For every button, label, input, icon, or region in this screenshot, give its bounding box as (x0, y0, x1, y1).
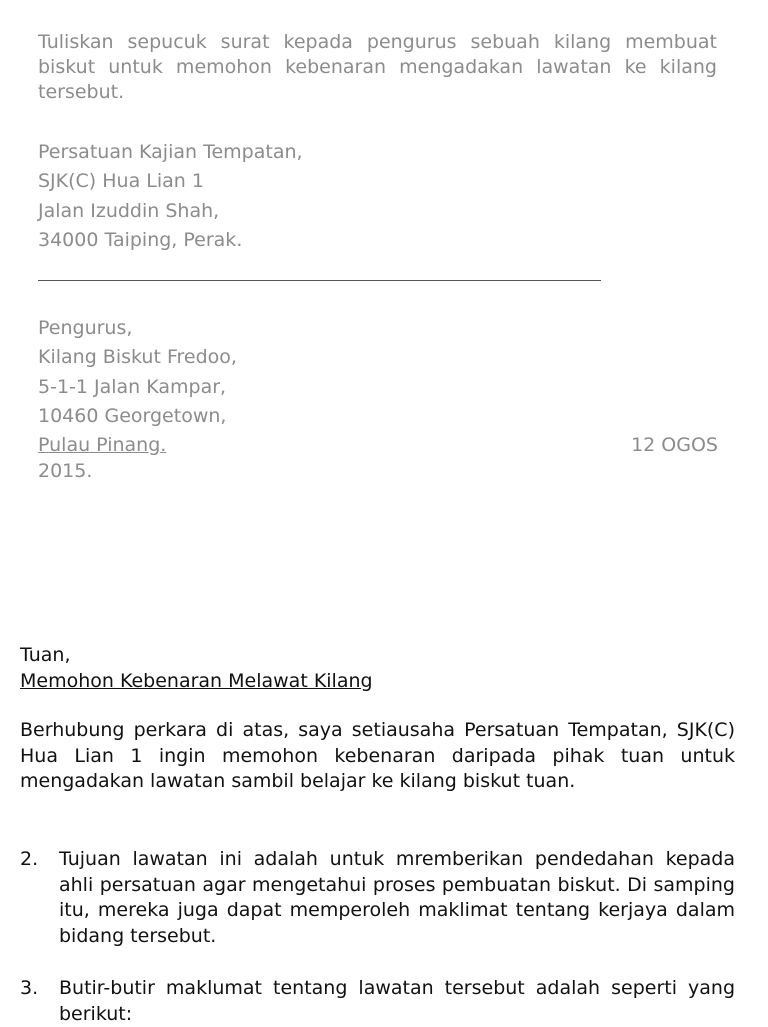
letter-subject: Memohon Kebenaran Melawat Kilang (20, 670, 373, 692)
letter-date-year: 2015. (38, 460, 93, 482)
recipient-address (38, 314, 718, 431)
sender-address-line: 34000 Taiping, Perak. (38, 228, 243, 251)
paragraph-text: Tujuan lawatan ini adalah untuk mremberikan pendedahan kepada ahli persatuan agar mengetahui proses pembuatan biskut. Di samping itu, mereka juga dapat memperoleh maklimat tentang kerjaya dalam bidang tersebut. (59, 848, 735, 948)
paragraph-number: 2. (20, 848, 39, 870)
sender-address-line: Jalan Izuddin Shah, (38, 199, 220, 222)
body-paragraph: Berhubung perkara di atas, saya setiausaha Persatuan Tempatan, SJK(C) Hua Lian 1 ingin memohon kebenaran daripada pihak tuan untuk mengadakan lawatan sambil belajar ke kilang biskut tuan. (20, 719, 735, 793)
recipient-address-line: Kilang Biskut Fredoo, (38, 346, 237, 369)
sender-address (38, 138, 718, 255)
instruction-text: Tuliskan sepucuk surat kepada pengurus sebuah kilang membuat biskut untuk memohon kebenaran mengadakan lawatan ke kilang tersebut. (38, 31, 717, 103)
numbered-paragraph (20, 976, 735, 1027)
address-divider (38, 280, 601, 281)
numbered-paragraph (20, 847, 735, 950)
letter-date: 12 OGOS (631, 434, 718, 456)
recipient-address-line: Pengurus, (38, 317, 133, 339)
paragraph-text: Butir-butir maklumat tentang lawatan tersebut adalah seperti yang berikut: (59, 977, 735, 1025)
salutation: Tuan, (20, 644, 71, 666)
recipient-address-line: 10460 Georgetown, (38, 404, 227, 427)
sender-address-line: SJK(C) Hua Lian 1 (38, 170, 204, 193)
recipient-state-and-date (38, 432, 718, 482)
recipient-address-line: 5-1-1 Jalan Kampar, (38, 375, 227, 398)
sender-address-line: Persatuan Kajian Tempatan, (38, 141, 303, 163)
recipient-state: Pulau Pinang. (38, 434, 167, 456)
paragraph-number: 3. (20, 977, 39, 999)
